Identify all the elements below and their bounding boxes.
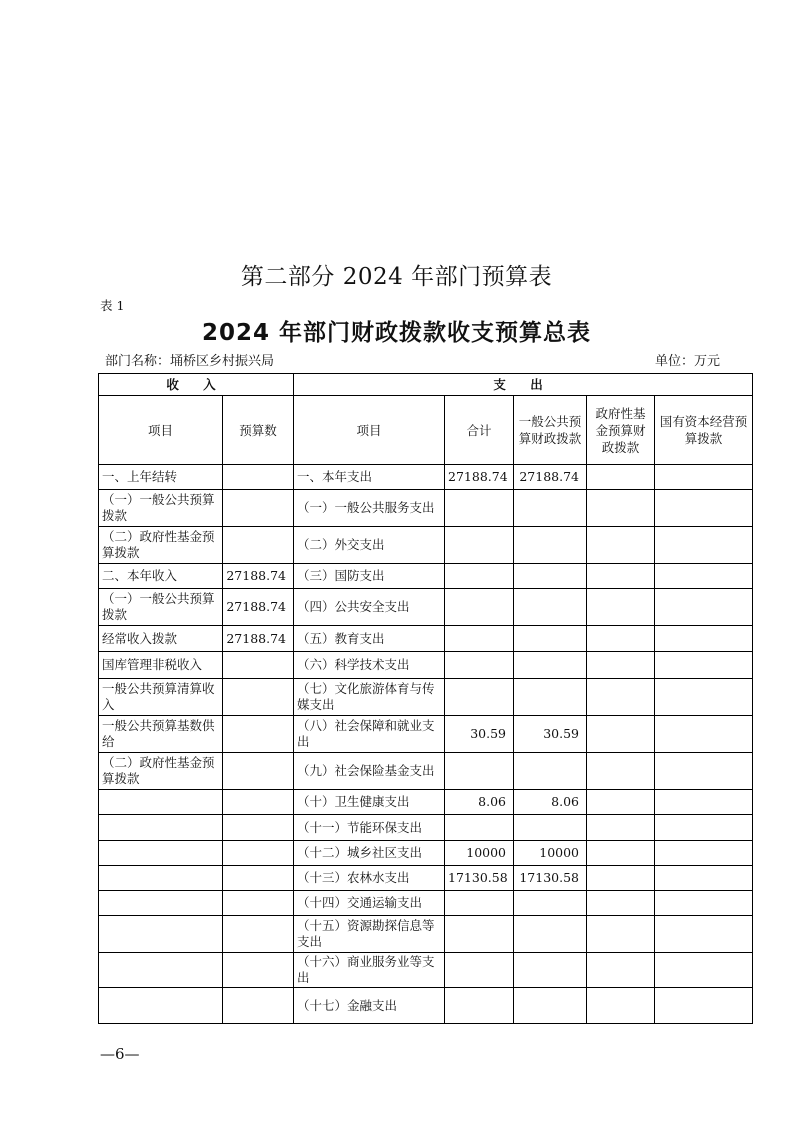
income-amount-cell [223,652,294,679]
total-cell [445,815,514,841]
table-row [99,753,753,790]
table-row [99,465,753,490]
general-budget-cell [514,626,587,652]
expense-item-cell: （十五）资源勘探信息等支出 [294,916,445,953]
income-item-cell [99,841,223,866]
income-header: 收 入 [99,374,294,396]
total-cell [445,753,514,790]
state-capital-cell [655,753,753,790]
table-row [99,841,753,866]
total-cell [445,626,514,652]
table-row [99,564,753,589]
general-budget-cell [514,652,587,679]
table-row [99,626,753,652]
gov-fund-cell [587,891,655,916]
income-amount-cell [223,953,294,988]
gov-fund-cell [587,988,655,1024]
state-capital-cell [655,626,753,652]
total-cell [445,564,514,589]
page-number: —6— [100,1045,140,1063]
table-row [99,716,753,753]
table-row [99,490,753,527]
general-budget-cell [514,490,587,527]
income-item-cell [99,866,223,891]
state-capital-cell [655,815,753,841]
expense-item-cell: （十一）节能环保支出 [294,815,445,841]
table-row [99,866,753,891]
total-cell: 10000 [445,841,514,866]
state-capital-cell [655,679,753,716]
income-item-cell [99,953,223,988]
gov-fund-cell [587,527,655,564]
income-item-cell [99,891,223,916]
gov-fund-cell [587,564,655,589]
expense-item-cell: （六）科学技术支出 [294,652,445,679]
gov-fund-cell [587,866,655,891]
general-budget-cell [514,891,587,916]
income-amount-cell [223,527,294,564]
table-title: 2024 年部门财政拨款收支预算总表 [201,320,592,346]
state-capital-cell [655,564,753,589]
income-item-cell: 一般公共预算清算收入 [99,679,223,716]
income-amount-cell: 27188.74 [223,626,294,652]
general-budget-cell: 8.06 [514,790,587,815]
general-budget-cell [514,815,587,841]
income-amount-cell: 27188.74 [223,589,294,626]
col-income-item: 项目 [99,396,223,465]
gov-fund-cell [587,790,655,815]
col-state-capital: 国有资本经营预算拨款 [655,396,753,465]
income-item-cell: 经常收入拨款 [99,626,223,652]
expense-item-cell: （一）一般公共服务支出 [294,490,445,527]
table-row [99,953,753,988]
state-capital-cell [655,866,753,891]
expense-item-cell: （十七）金融支出 [294,988,445,1024]
col-budget: 预算数 [223,396,294,465]
total-cell: 27188.74 [445,465,514,490]
general-budget-cell [514,916,587,953]
table-row [99,527,753,564]
state-capital-cell [655,891,753,916]
income-item-cell [99,988,223,1024]
income-item-cell: （一）一般公共预算拨款 [99,490,223,527]
income-item-cell: （二）政府性基金预算拨款 [99,527,223,564]
col-expense-item: 项目 [294,396,445,465]
state-capital-cell [655,589,753,626]
income-amount-cell [223,815,294,841]
income-amount-cell [223,679,294,716]
table-row [99,988,753,1024]
table-row [99,815,753,841]
general-budget-cell [514,988,587,1024]
state-capital-cell [655,790,753,815]
income-amount-cell [223,490,294,527]
total-cell [445,891,514,916]
income-item-cell [99,815,223,841]
income-amount-cell: 27188.74 [223,564,294,589]
state-capital-cell [655,716,753,753]
expense-item-cell: （十四）交通运输支出 [294,891,445,916]
income-item-cell: 二、本年收入 [99,564,223,589]
state-capital-cell [655,988,753,1024]
expense-item-cell: （三）国防支出 [294,564,445,589]
expense-item-cell: （十二）城乡社区支出 [294,841,445,866]
general-budget-cell: 17130.58 [514,866,587,891]
table-row [99,589,753,626]
expense-item-cell: （九）社会保险基金支出 [294,753,445,790]
expense-item-cell: （七）文化旅游体育与传媒支出 [294,679,445,716]
income-item-cell: 国库管理非税收入 [99,652,223,679]
gov-fund-cell [587,815,655,841]
col-general-budget: 一般公共预算财政拨款 [514,396,587,465]
state-capital-cell [655,490,753,527]
state-capital-cell [655,465,753,490]
income-amount-cell [223,465,294,490]
general-budget-cell: 30.59 [514,716,587,753]
table-row [99,652,753,679]
general-budget-cell [514,564,587,589]
total-cell [445,589,514,626]
table-row [99,916,753,953]
income-item-cell: （二）政府性基金预算拨款 [99,753,223,790]
gov-fund-cell [587,490,655,527]
total-cell: 8.06 [445,790,514,815]
income-item-cell [99,916,223,953]
gov-fund-cell [587,841,655,866]
gov-fund-cell [587,716,655,753]
general-budget-cell [514,953,587,988]
expense-item-cell: （十三）农林水支出 [294,866,445,891]
general-budget-cell: 10000 [514,841,587,866]
gov-fund-cell [587,465,655,490]
expense-item-cell: （八）社会保障和就业支出 [294,716,445,753]
state-capital-cell [655,953,753,988]
income-item-cell: 一、上年结转 [99,465,223,490]
table-row [99,790,753,815]
gov-fund-cell [587,953,655,988]
total-cell: 30.59 [445,716,514,753]
expense-header: 支 出 [294,374,753,396]
general-budget-cell [514,679,587,716]
gov-fund-cell [587,753,655,790]
total-cell [445,916,514,953]
general-budget-cell: 27188.74 [514,465,587,490]
total-cell [445,953,514,988]
income-amount-cell [223,866,294,891]
table-row [99,679,753,716]
expense-item-cell: （四）公共安全支出 [294,589,445,626]
table-row [99,891,753,916]
income-item-cell: 一般公共预算基数供给 [99,716,223,753]
income-amount-cell [223,988,294,1024]
state-capital-cell [655,841,753,866]
gov-fund-cell [587,679,655,716]
total-cell [445,652,514,679]
total-cell [445,490,514,527]
general-budget-cell [514,753,587,790]
part-title: 第二部分 2024 年部门预算表 [240,264,553,290]
income-amount-cell [223,916,294,953]
expense-item-cell: （十）卫生健康支出 [294,790,445,815]
state-capital-cell [655,527,753,564]
expense-item-cell: （十六）商业服务业等支出 [294,953,445,988]
total-cell [445,988,514,1024]
expense-item-cell: 一、本年支出 [294,465,445,490]
gov-fund-cell [587,652,655,679]
general-budget-cell [514,589,587,626]
income-item-cell: （一）一般公共预算拨款 [99,589,223,626]
gov-fund-cell [587,589,655,626]
income-amount-cell [223,716,294,753]
total-cell [445,527,514,564]
total-cell: 17130.58 [445,866,514,891]
income-amount-cell [223,891,294,916]
income-amount-cell [223,790,294,815]
state-capital-cell [655,916,753,953]
unit-label: 单位：万元 [655,354,721,369]
expense-item-cell: （五）教育支出 [294,626,445,652]
budget-table [98,373,753,1024]
gov-fund-cell [587,626,655,652]
col-gov-fund: 政府性基金预算财政拨款 [587,396,655,465]
general-budget-cell [514,527,587,564]
gov-fund-cell [587,916,655,953]
department-name: 部门名称：埇桥区乡村振兴局 [105,354,275,369]
income-amount-cell [223,841,294,866]
col-total: 合计 [445,396,514,465]
table-number: 表 1 [100,298,125,313]
income-amount-cell [223,753,294,790]
income-item-cell [99,790,223,815]
expense-item-cell: （二）外交支出 [294,527,445,564]
state-capital-cell [655,652,753,679]
total-cell [445,679,514,716]
